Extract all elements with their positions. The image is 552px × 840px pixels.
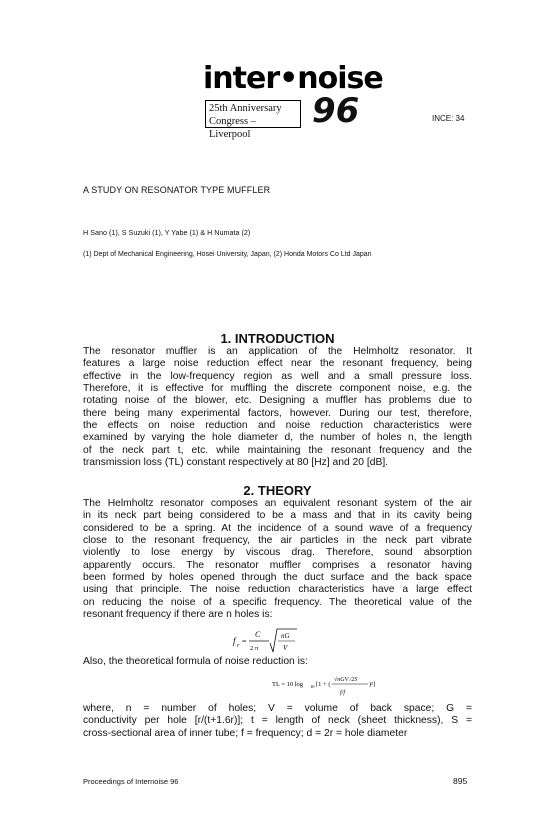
eq1-radical-numerator: nG <box>281 632 290 640</box>
equation-intro-text <box>83 656 472 668</box>
equation-resonant-frequency <box>231 625 301 655</box>
text-line: transmission loss (TL) constant respectively at 80 [Hz] and 20 [dB]. <box>83 457 389 469</box>
eq2-end: )²] <box>369 681 376 688</box>
affiliations: (1) Dept of Mechanical Engineering, Hosei University, Japan, (2) Honda Motors Co Ltd Japan <box>83 251 372 258</box>
text-line: the effects on noise reduction and noise reduction characteristics were <box>83 420 472 432</box>
text-line: The resonator muffler is an application of the Helmholtz resonator. It <box>83 346 472 357</box>
text-line: Therefore, it is effective for muffling the discrete component noise, e.g. the <box>83 383 472 395</box>
eq1-sub: r <box>237 643 240 649</box>
eq1-denominator: 2 π <box>250 645 259 652</box>
text-line: features a large noise reduction effect near the resonant frequency, being <box>83 358 472 370</box>
text-line: where, n = number of holes; V = volume of back space; G = <box>83 703 472 714</box>
definitions-paragraph <box>83 703 472 740</box>
author-list: H Sano (1), S Suzuki (1), Y Yabe (1) & H Numata (2) <box>83 228 251 237</box>
equation-noise-reduction <box>270 672 390 702</box>
text-line: of the neck part t, etc. while maintaining the resonant frequency and the <box>83 444 472 456</box>
logo-box-line2: Congress – Liverpool <box>209 116 256 140</box>
page-number: 895 <box>453 776 468 786</box>
logo-wordmark: inter•noise <box>203 61 383 96</box>
eq2-sub: 10 <box>310 684 315 689</box>
introduction-paragraph <box>83 346 472 469</box>
eq1-radical-denominator: V <box>283 644 288 652</box>
eq1-equals: = <box>242 637 247 646</box>
text-line: Also, the theoretical formula of noise reduction is: <box>83 656 308 667</box>
eq2-lhs: TL = 10 log <box>272 681 304 688</box>
text-line: considered to be a spring. At the incidence of a sound wave of a frequency <box>83 522 472 534</box>
text-line: resonant frequency if there are n holes is: <box>83 609 273 621</box>
text-line: violently to lose energy by viscous drag. Therefore, sound absorption <box>83 547 472 559</box>
text-line: in its neck part being considered to be a mass and that in its cavity being <box>83 510 472 522</box>
text-line: on reducing the noise of a specific frequency. The theoretical value of the <box>83 596 472 608</box>
text-line: there being many experimental factors, however. During our test, therefore, <box>83 407 472 419</box>
eq2-denominator: f/f <box>340 690 346 696</box>
text-line: The Helmholtz resonator composes an equivalent resonant system of the air <box>83 498 472 509</box>
logo-year: 96 <box>312 91 360 131</box>
footer-proceedings: Proceedings of Internoise 96 <box>83 777 179 786</box>
text-line: effective in the low-frequency region as well and a small pressure loss. <box>83 370 472 382</box>
text-line: apparently occurs. The resonator muffler comprises a resonator having <box>83 559 472 571</box>
header-code: INCE: 34 <box>432 114 465 123</box>
eq1-numerator: C <box>255 630 261 639</box>
text-line: cross-sectional area of inner tube; f = frequency; d = 2r = hole diameter <box>83 727 408 739</box>
section-heading-theory: 2. THEORY <box>243 483 312 498</box>
text-line: examined by varying the hole diameter d, the number of holes n, the length <box>83 432 472 444</box>
eq1-lhs: f <box>233 636 236 646</box>
text-line: close to the resonant frequency, the air particles in the neck part vibrate <box>83 535 472 547</box>
logo-anniversary-box <box>205 100 301 140</box>
text-line: been formed by holes opened through the duct surface and the back space <box>83 572 472 584</box>
paper-title: A STUDY ON RESONATOR TYPE MUFFLER <box>83 185 271 195</box>
theory-paragraph <box>83 498 472 621</box>
logo-box-line1: 25th Anniversary <box>209 103 282 114</box>
text-line: conductivity per hole [r/(t+1.6r)]; t = length of neck (sheet thickness), S = <box>83 715 472 727</box>
text-line: rotating noise of the blower, etc. Designing a muffler has problems due to <box>83 395 472 407</box>
eq2-numerator: √nGV /2S <box>334 677 358 683</box>
eq2-mid: [1 + ( <box>316 681 331 688</box>
section-heading-introduction: 1. INTRODUCTION <box>220 331 335 346</box>
text-line: using that principle. The noise reduction characteristics have a large effect <box>83 584 472 596</box>
